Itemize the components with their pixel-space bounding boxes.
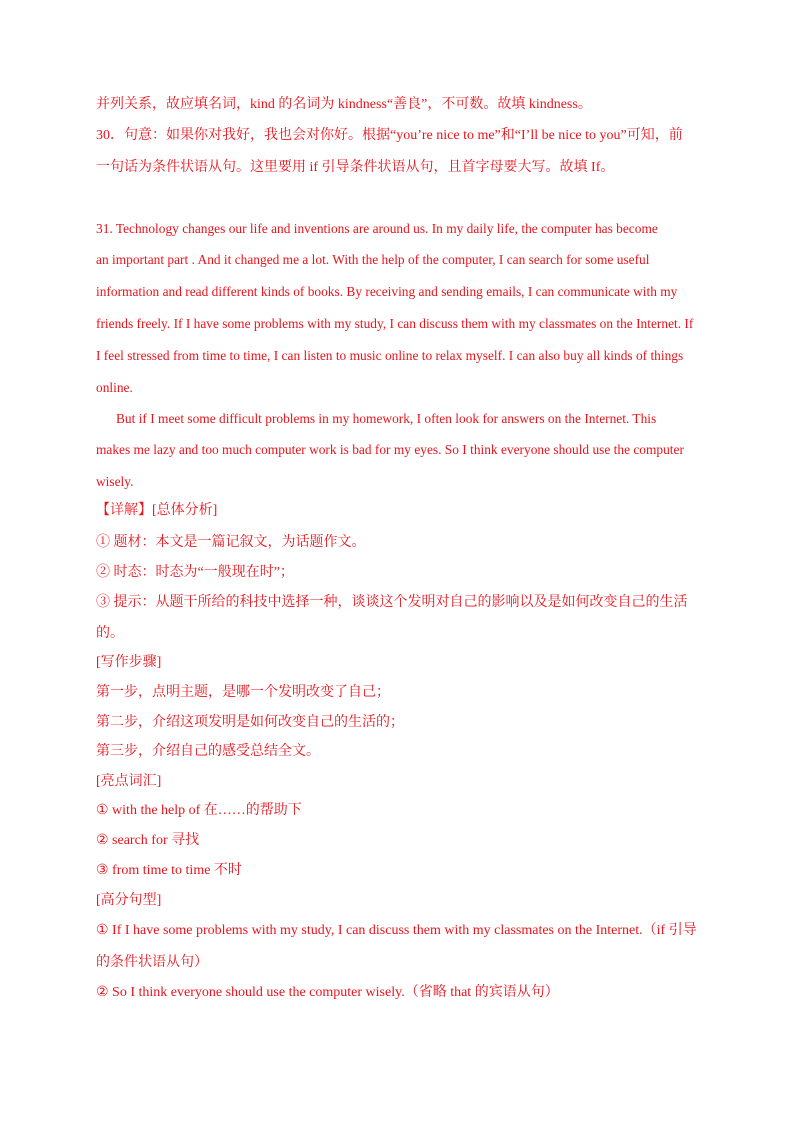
- step-item: 第三步，介绍自己的感受总结全文。: [96, 744, 320, 759]
- vocab-item: ① with the help of 在……的帮助下: [96, 803, 302, 818]
- sentence-item: ② So I think everyone should use the computer wisely.（省略 that 的宾语从句）: [96, 985, 559, 1000]
- essay-line: makes me lazy and too much computer work is bad for my eyes. So I think everyone should use the computer: [96, 442, 684, 457]
- answer-30-line-1: 30．句意：如果你对我好，我也会对你好。根据“you’re nice to me”和“I’ll be nice to you”可知，前: [96, 128, 683, 143]
- steps-heading: [写作步骤]: [96, 655, 162, 670]
- essay-line: friends freely. If I have some problems with my study, I can discuss them with my classmates on the Internet. If: [96, 316, 694, 331]
- analysis-item: ① 题材：本文是一篇记叙文，为话题作文。: [96, 535, 366, 550]
- answer-30-line-2: 一句话为条件状语从句。这里要用 if 引导条件状语从句，且首字母要大写。故填 If。: [96, 160, 615, 175]
- step-item: 第二步，介绍这项发明是如何改变自己的生活的；: [96, 715, 404, 730]
- analysis-item: 的。: [96, 626, 124, 641]
- analysis-item: ② 时态：时态为“一般现在时”；: [96, 565, 294, 580]
- sentences-heading: [高分句型]: [96, 893, 162, 908]
- sentence-item: ① If I have some problems with my study, I can discuss them with my classmates on the Internet.（if 引导: [96, 923, 697, 938]
- essay-line: I feel stressed from time to time, I can listen to music online to relax myself. I can also buy all kinds of things: [96, 348, 684, 363]
- essay-line: 31. Technology changes our life and inventions are around us. In my daily life, the computer has become: [96, 221, 658, 236]
- essay-line: an important part . And it changed me a lot. With the help of the computer, I can search for some useful: [96, 252, 650, 267]
- answer-29-tail: 并列关系，故应填名词，kind 的名词为 kindness“善良”，不可数。故填 kindness。: [96, 97, 592, 112]
- vocab-item: ② search for 寻找: [96, 833, 200, 848]
- essay-line: wisely.: [96, 474, 134, 489]
- essay-line: But if I meet some difficult problems in my homework, I often look for answers on the Internet. This: [116, 411, 657, 426]
- analysis-heading: 【详解】[总体分析]: [96, 503, 218, 518]
- essay-line: information and read different kinds of books. By receiving and sending emails, I can communicate with my: [96, 284, 678, 299]
- vocab-item: ③ from time to time 不时: [96, 863, 242, 878]
- vocab-heading: [亮点词汇]: [96, 774, 162, 789]
- step-item: 第一步，点明主题，是哪一个发明改变了自己；: [96, 685, 390, 700]
- analysis-item: ③ 提示：从题干所给的科技中选择一种，谈谈这个发明对自己的影响以及是如何改变自己的生活: [96, 595, 688, 610]
- sentence-item: 的条件状语从句）: [96, 955, 208, 970]
- essay-line: online.: [96, 380, 133, 395]
